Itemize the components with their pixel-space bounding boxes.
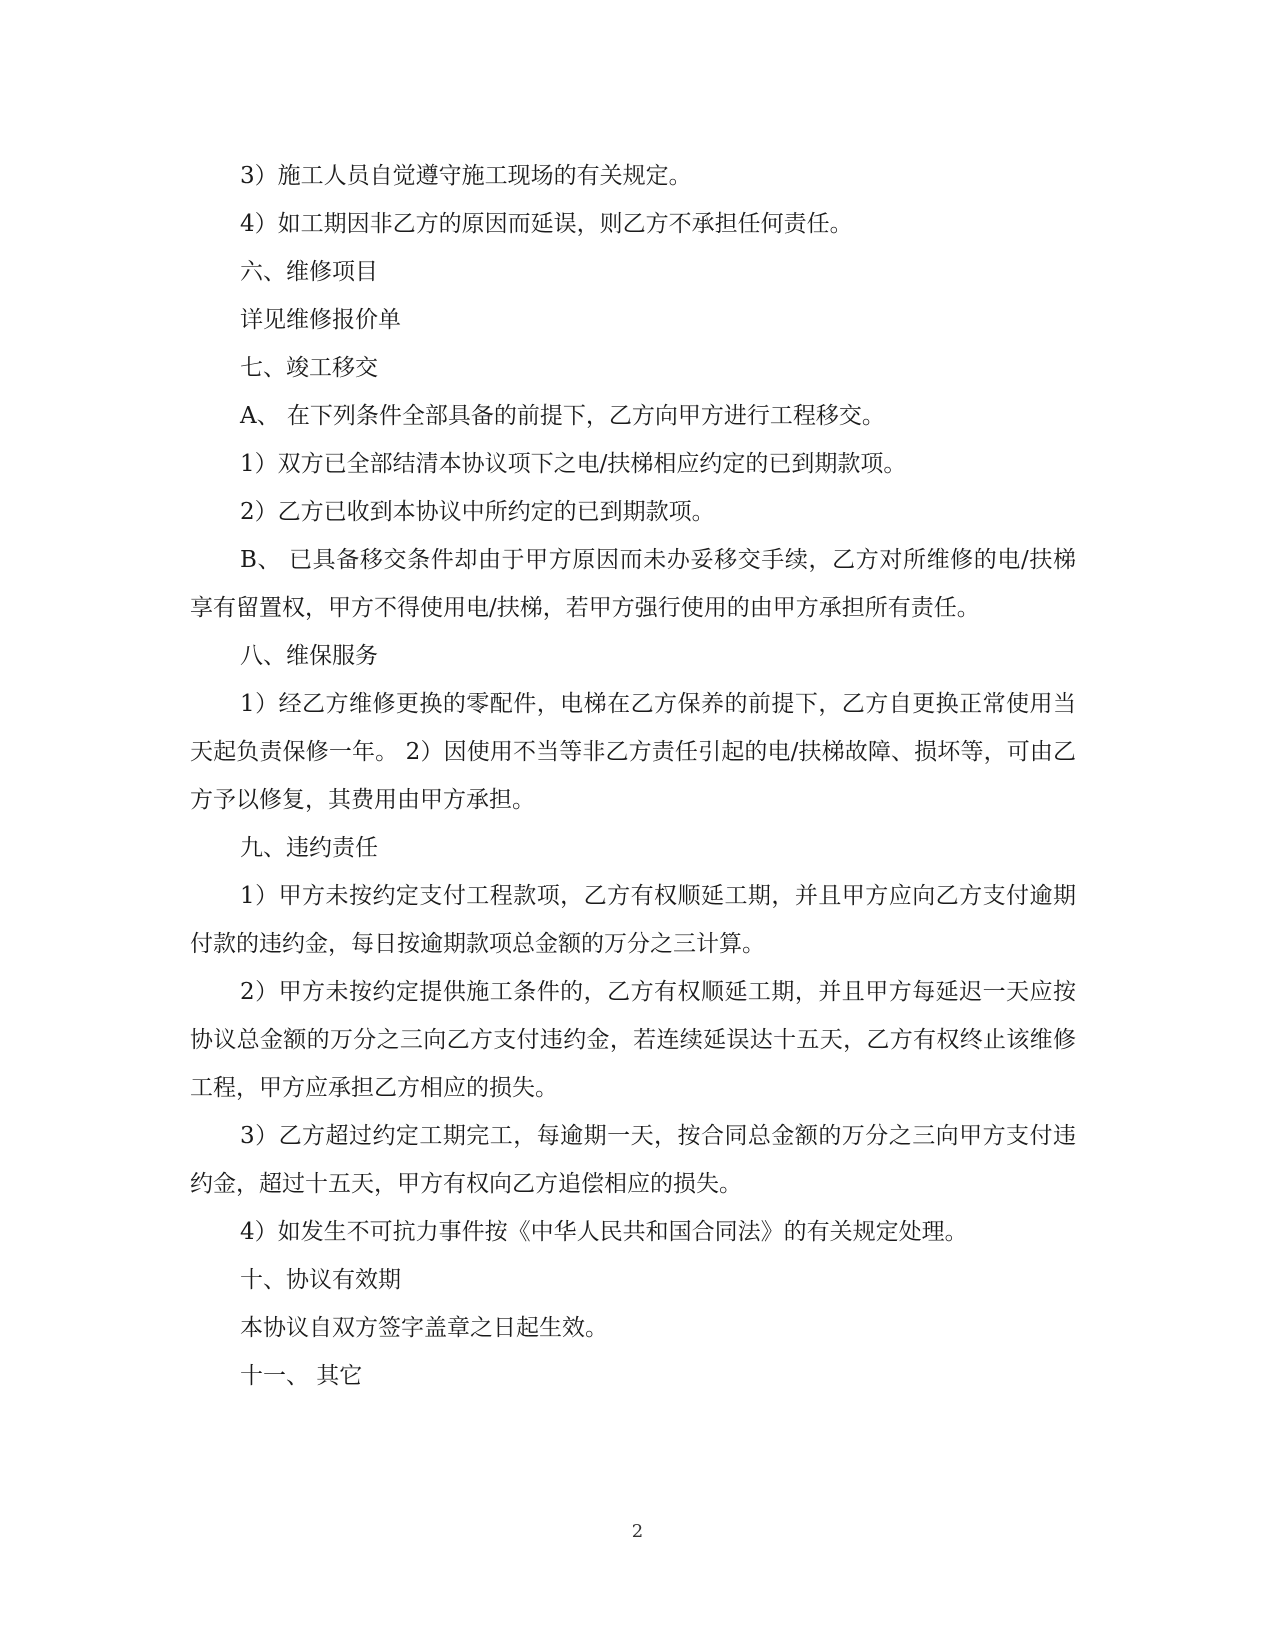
paragraph-clause-7-a: A、 在下列条件全部具备的前提下，乙方向甲方进行工程移交。 bbox=[240, 403, 885, 429]
section-heading-10: 十、协议有效期 bbox=[240, 1267, 401, 1293]
section-heading-8: 八、维保服务 bbox=[240, 643, 378, 669]
section-heading-9: 九、违约责任 bbox=[240, 835, 378, 861]
paragraph-clause-7-b: B、 已具备移交条件却由于甲方原因而未办妥移交手续，乙方对所维修的电/扶梯享有留置权，甲方不得使用电/扶梯，若甲方强行使用的由甲方承担所有责任。 bbox=[190, 547, 1076, 621]
paragraph-clause-9-3: 3）乙方超过约定工期完工，每逾期一天，按合同总金额的万分之三向甲方支付违约金，超过十五天，甲方有权向乙方追偿相应的损失。 bbox=[190, 1123, 1076, 1197]
paragraph-section-6-body: 详见维修报价单 bbox=[240, 307, 401, 333]
paragraph-clause-7-2: 2）乙方已收到本协议中所约定的已到期款项。 bbox=[240, 499, 715, 525]
paragraph-clause-9-2: 2）甲方未按约定提供施工条件的，乙方有权顺延工期，并且甲方每延迟一天应按协议总金额的万分之三向乙方支付违约金，若连续延误达十五天，乙方有权终止该维修工程，甲方应承担乙方相应的损失。 bbox=[190, 979, 1076, 1101]
paragraph-section-10-body: 本协议自双方签字盖章之日起生效。 bbox=[240, 1315, 608, 1341]
paragraph-clause-5-3: 3）施工人员自觉遵守施工现场的有关规定。 bbox=[240, 163, 692, 189]
paragraph-clause-9-1: 1）甲方未按约定支付工程款项，乙方有权顺延工期，并且甲方应向乙方支付逾期付款的违约金，每日按逾期款项总金额的万分之三计算。 bbox=[190, 883, 1076, 957]
paragraph-clause-7-1: 1）双方已全部结清本协议项下之电/扶梯相应约定的已到期款项。 bbox=[240, 451, 907, 477]
section-heading-6: 六、维修项目 bbox=[240, 259, 378, 285]
page-number: 2 bbox=[631, 1521, 644, 1542]
section-heading-11: 十一、 其它 bbox=[240, 1363, 363, 1389]
paragraph-clause-9-4: 4）如发生不可抗力事件按《中华人民共和国合同法》的有关规定处理。 bbox=[240, 1219, 968, 1245]
paragraph-clause-8-1: 1）经乙方维修更换的零配件，电梯在乙方保养的前提下，乙方自更换正常使用当天起负责保修一年。 2）因使用不当等非乙方责任引起的电/扶梯故障、损坏等，可由乙方予以修复，其费用由甲方承担。 bbox=[190, 691, 1076, 813]
paragraph-clause-5-4: 4）如工期因非乙方的原因而延误，则乙方不承担任何责任。 bbox=[240, 211, 853, 237]
body-text bbox=[190, 152, 1076, 1400]
section-heading-7: 七、竣工移交 bbox=[240, 355, 378, 381]
